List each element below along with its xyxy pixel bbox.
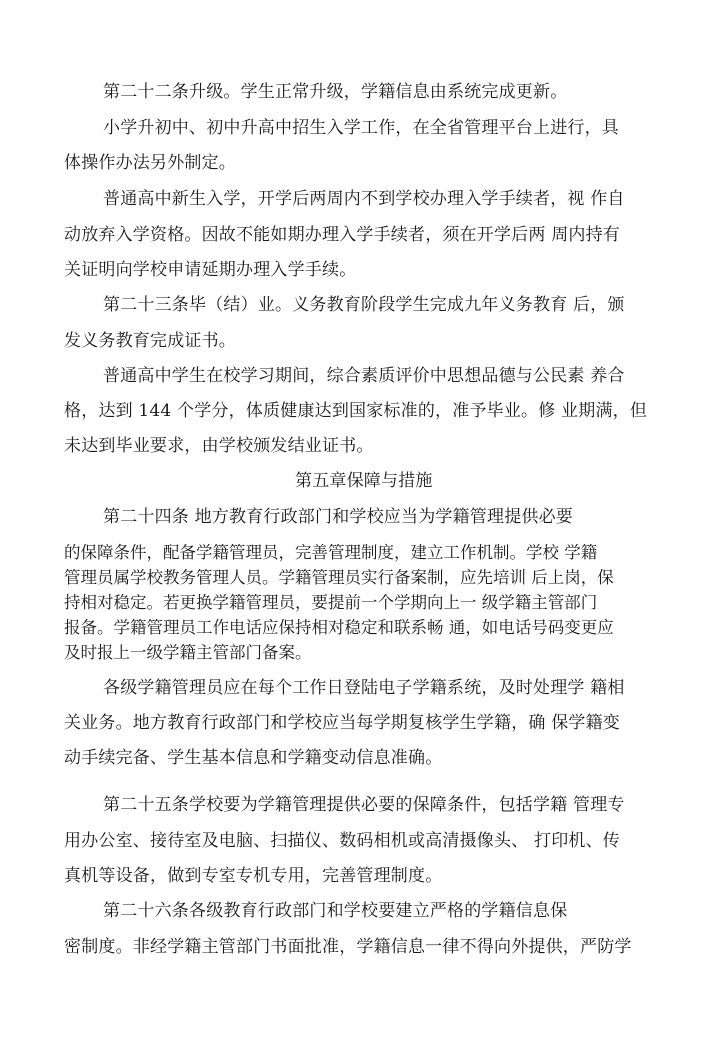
paragraph-line: 及时报上一级学籍主管部门备案。 [64, 643, 312, 662]
paragraph-line: 普通高中新生入学，开学后两周内不到学校办理入学手续者，视 作自 [103, 189, 625, 209]
paragraph-line: 用办公室、接待室及电脑、扫描仪、数码相机或高清摄像头、 打印机、传 [64, 831, 621, 851]
paragraph-line: 格，达到 144 个学分，体质健康达到国家标准的，准予毕业。修 业期满，但 [64, 401, 648, 421]
chapter-heading: 第五章保障与措施 [295, 471, 433, 491]
paragraph-line: 密制度。非经学籍主管部门书面批准，学籍信息一律不得向外提供，严防学 [64, 937, 632, 957]
article-24-line: 第二十四条 地方教育行政部门和学校应当为学籍管理提供必要 [103, 507, 574, 527]
paragraph-line: 真机等设备，做到专室专机专用，完善管理制度。 [64, 866, 443, 886]
paragraph-line: 的保障条件，配备学籍管理员，完善管理制度，建立工作机制。学校 学籍 [64, 543, 598, 562]
article-26-line: 第二十六条各级教育行政部门和学校要建立严格的学籍信息保 [103, 901, 568, 921]
paragraph-line: 普通高中学生在校学习期间，综合素质评价中思想品德与公民素 养合 [103, 366, 625, 386]
paragraph-line: 持相对稳定。若更换学籍管理员，要提前一个学期向上一 级学籍主管部门 [64, 593, 598, 612]
paragraph-line: 体操作办法另外制定。 [64, 153, 236, 173]
paragraph-line: 关业务。地方教育行政部门和学校应当每学期复核学生学籍，确 保学籍变 [64, 713, 621, 733]
paragraph-line: 动手续完备、学生基本信息和学籍变动信息准确。 [64, 748, 443, 768]
paragraph-line: 报备。学籍管理员工作电话应保持相对稳定和联系畅 通，如电话号码变更应 [64, 618, 614, 637]
paragraph-line: 未达到毕业要求，由学校颁发结业证书。 [64, 436, 374, 456]
article-22-line: 第二十二条升级。学生正常升级，学籍信息由系统完成更新。 [103, 82, 568, 102]
paragraph-line: 管理员属学校教务管理人员。学籍管理员实行备案制，应先培训 后上岗，保 [64, 568, 614, 587]
paragraph-line: 小学升初中、初中升高中招生入学工作，在全省管理平台上进行，具 [103, 118, 619, 138]
paragraph-line: 各级学籍管理员应在每个工作日登陆电子学籍系统，及时处理学 籍相 [103, 678, 625, 698]
paragraph-line: 发义务教育完成证书。 [64, 331, 236, 351]
article-23-line: 第二十三条毕（结）业。义务教育阶段学生完成九年义务教育 后，颁 [103, 295, 625, 315]
paragraph-line: 动放弃入学资格。因故不能如期办理入学手续者，须在开学后两 周内持有 [64, 225, 621, 245]
paragraph-line: 关证明向学校申请延期办理入学手续。 [64, 260, 357, 280]
article-25-line: 第二十五条学校要为学籍管理提供必要的保障条件，包括学籍 管理专 [103, 795, 625, 815]
